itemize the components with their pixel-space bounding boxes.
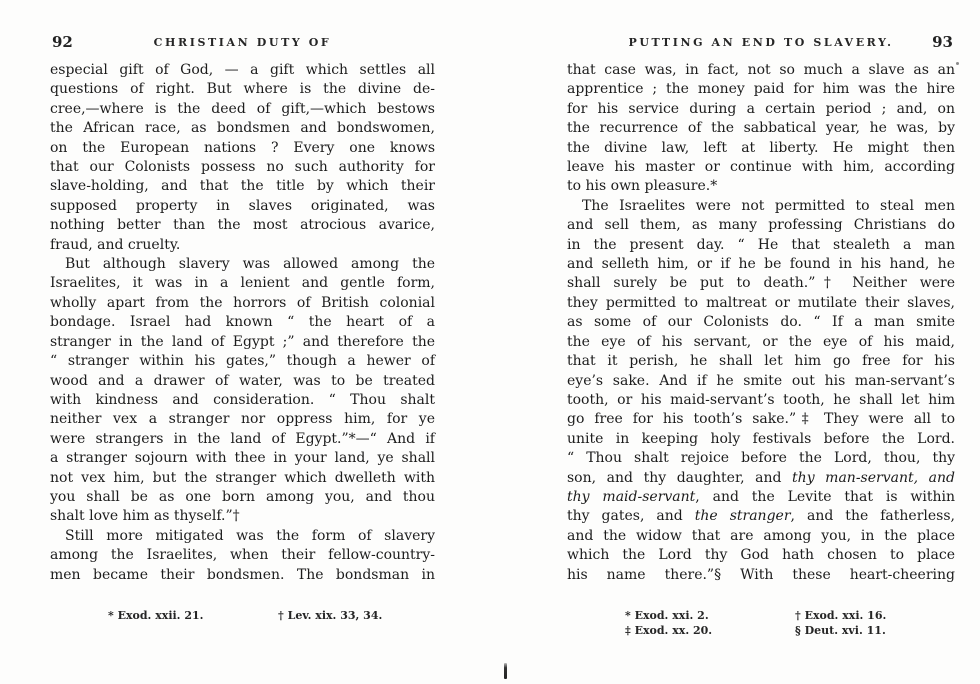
text-segment: for his service during a certain period ; and, on <box>567 100 955 117</box>
text-segment: the recurrence of the sabbatical year, he was, by <box>567 120 955 137</box>
text-segment: that case was, in fact, not so much a slave as an <box>567 62 955 78</box>
page-header <box>50 33 435 50</box>
text-segment: were strangers in the land of Egypt.”*—“ And if <box>50 430 435 447</box>
footnote-row <box>567 608 955 624</box>
text-line <box>567 139 955 158</box>
page-header <box>567 33 955 50</box>
text-line <box>50 546 435 565</box>
text-line <box>567 274 955 293</box>
text-segment: not vex him, but the stranger which dwelleth with <box>50 469 435 486</box>
footnote: ‡ Exod. xx. 20. <box>625 624 713 638</box>
text-segment: slave-holding, and that the title by which their <box>50 178 435 195</box>
text-segment: the African race, as bondsmen and bondswomen, <box>50 120 435 137</box>
text-segment: a stranger sojourn with thee in your land, ye shall <box>50 450 435 467</box>
text-segment: to his own pleasure.* <box>567 178 718 195</box>
text-line <box>50 449 435 468</box>
footnote: † Lev. xix. 33, 34. <box>278 608 383 622</box>
text-segment: unite in keeping holy festivals before the Lord. <box>567 430 955 447</box>
running-head: CHRISTIAN DUTY OF <box>153 36 332 49</box>
text-segment: tooth, or his maid-servant’s tooth, he shall let him <box>567 391 955 408</box>
paragraph <box>567 197 955 585</box>
text-line <box>50 527 435 546</box>
text-line <box>50 80 435 99</box>
text-segment: thy gates, and <box>567 508 695 525</box>
italic-text: thy man-servant, and <box>792 469 955 486</box>
text-segment: you shall be as one born among you, and thou <box>50 488 435 505</box>
text-segment: with kindness and consideration. “ Thou shalt <box>50 391 435 408</box>
footnotes <box>50 608 435 624</box>
text-segment: and sell them, as many professing Christians do <box>567 217 955 234</box>
text-segment: and the widow that are among you, in the place <box>567 527 955 544</box>
text-line <box>50 352 435 371</box>
text-segment: , and the fatherless, <box>790 508 955 525</box>
text-line <box>567 391 955 410</box>
footnotes <box>567 608 955 639</box>
text-segment: shalt love him as thyself.”† <box>50 508 240 525</box>
text-segment: go free for his tooth’s sake.”‡ They were all to <box>567 411 955 428</box>
text-line <box>567 372 955 391</box>
italic-text: the stranger <box>694 508 791 525</box>
text-line <box>567 507 955 526</box>
text-line <box>50 177 435 196</box>
text-segment: bondage. Israel had known “ the heart of a <box>50 314 435 331</box>
text-line <box>50 61 435 80</box>
text-segment: which the Lord thy God hath chosen to place <box>567 547 955 564</box>
text-segment: The Israelites were not permitted to steal men <box>582 197 955 214</box>
text-segment: supposed property in slaves originated, was <box>50 197 435 214</box>
text-line <box>50 372 435 391</box>
text-line <box>567 449 955 468</box>
text-segment: shall surely be put to death.”† Neither were <box>567 275 955 292</box>
text-line <box>50 216 435 235</box>
text-segment: questions of right. But where is the divine de- <box>50 81 435 98</box>
text-segment: “ Thou shalt rejoice before the Lord, thou, thy <box>567 450 955 467</box>
page-body-text <box>567 61 955 585</box>
text-line <box>567 294 955 313</box>
text-line <box>567 158 955 177</box>
text-segment: as some of our Colonists do. “ If a man smite <box>567 314 955 331</box>
text-line <box>567 255 955 274</box>
text-line <box>50 139 435 158</box>
text-line <box>50 255 435 274</box>
text-line <box>50 566 435 585</box>
text-line <box>50 100 435 119</box>
text-line <box>567 313 955 332</box>
book-page-left <box>50 33 435 623</box>
text-segment: neither vex a stranger nor oppress him, for ye <box>50 411 435 428</box>
text-line <box>567 100 955 119</box>
scan-dot-artifact <box>956 62 959 65</box>
text-segment: Still more mitigated was the form of slavery <box>65 527 435 544</box>
text-segment: Israelites, it was in a lenient and gentle form, <box>50 275 435 292</box>
text-line <box>50 488 435 507</box>
text-line <box>567 410 955 429</box>
text-line <box>50 469 435 488</box>
text-line <box>567 430 955 449</box>
text-segment: son, and thy daughter, and <box>567 469 793 486</box>
text-line <box>50 391 435 410</box>
running-head: PUTTING AN END TO SLAVERY. <box>628 36 894 49</box>
text-segment: men became their bondsmen. The bondsman in <box>50 566 435 583</box>
text-segment: But although slavery was allowed among the <box>65 256 435 273</box>
text-segment: and selleth him, or if he be found in his hand, he <box>567 256 955 273</box>
text-segment: “ stranger within his gates,” though a hewer of <box>50 353 435 370</box>
text-line <box>567 80 955 99</box>
text-line <box>567 566 955 585</box>
text-segment: that our Colonists possess no such authority for <box>50 159 435 176</box>
text-segment: fraud, and cruelty. <box>50 236 181 253</box>
footnote-row <box>567 623 955 639</box>
text-segment: that it perish, he shall let him go free for his <box>567 353 955 370</box>
text-segment: leave his master or continue with him, according <box>567 159 955 176</box>
text-line <box>567 216 955 235</box>
footnote-row <box>50 608 435 624</box>
text-line <box>50 294 435 313</box>
text-line <box>567 236 955 255</box>
text-line <box>50 507 435 526</box>
text-line <box>567 546 955 565</box>
text-line <box>567 119 955 138</box>
text-segment: among the Israelites, when their fellow-country- <box>50 547 435 564</box>
text-segment: nothing better than the most atrocious avarice, <box>50 217 435 234</box>
text-segment: wood and a drawer of water, was to be treated <box>50 372 435 389</box>
scan-ink-mark-artifact <box>504 663 507 679</box>
text-segment: his name there.”§ With these heart-cheering <box>567 566 955 583</box>
text-line <box>567 177 955 196</box>
footnote: § Deut. xvi. 11. <box>795 624 886 638</box>
text-line <box>50 313 435 332</box>
text-segment: in the present day. “ He that stealeth a man <box>567 236 955 253</box>
paragraph <box>50 61 435 255</box>
text-segment: eye’s sake. And if he smite out his man-servant’s <box>567 372 955 389</box>
text-segment: stranger in the land of Egypt ;” and therefore the <box>50 333 435 350</box>
footnote: † Exod. xxi. 16. <box>795 608 887 622</box>
text-line <box>567 333 955 352</box>
page-number: 93 <box>932 33 953 51</box>
text-segment: apprentice ; the money paid for him was the hire <box>567 81 955 98</box>
text-line <box>50 410 435 429</box>
text-segment: on the European nations ? Every one knows <box>50 139 435 156</box>
text-line <box>50 430 435 449</box>
paragraph <box>567 61 955 197</box>
paragraph <box>50 527 435 585</box>
text-segment: , and the Levite that is within <box>695 488 955 505</box>
text-line <box>567 488 955 507</box>
text-segment: wholly apart from the horrors of British colonial <box>50 294 435 311</box>
paragraph <box>50 255 435 527</box>
page-body-text <box>50 61 435 585</box>
text-segment: the divine law, left at liberty. He might then <box>567 139 955 156</box>
text-line <box>50 236 435 255</box>
italic-text: thy maid-servant <box>567 488 696 505</box>
text-line <box>567 527 955 546</box>
page-number: 92 <box>52 33 73 51</box>
text-line <box>50 197 435 216</box>
text-line <box>50 333 435 352</box>
text-segment: cree,—where is the deed of gift,—which bestows <box>50 100 435 117</box>
text-line <box>50 158 435 177</box>
text-line <box>50 274 435 293</box>
book-page-right <box>567 33 955 639</box>
text-segment: especial gift of God, — a gift which settles all <box>50 62 435 78</box>
text-segment: they permitted to maltreat or mutilate their slaves, <box>567 294 955 311</box>
text-line <box>567 197 955 216</box>
text-line <box>50 119 435 138</box>
footnote: * Exod. xxi. 2. <box>625 608 709 622</box>
text-line <box>567 61 955 80</box>
text-line <box>567 352 955 371</box>
footnote: * Exod. xxii. 21. <box>108 608 204 622</box>
text-line <box>567 469 955 488</box>
text-segment: the eye of his servant, or the eye of his maid, <box>567 333 955 350</box>
